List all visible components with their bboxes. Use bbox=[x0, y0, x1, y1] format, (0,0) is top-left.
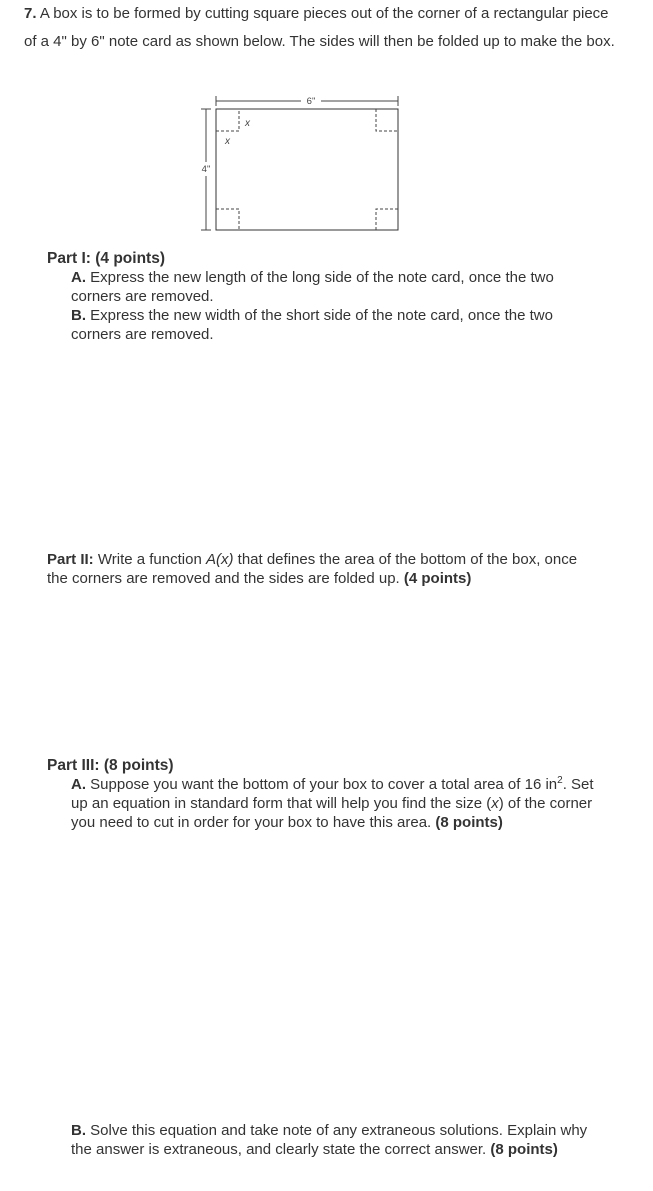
part3-a-text-2: . Set up an equation in standard form that will help you find the size ( bbox=[71, 776, 594, 812]
corner-cut-top-left bbox=[216, 109, 239, 131]
part1-b-text: Express the new width of the short side of the note card, once the two corners are removed. bbox=[71, 307, 553, 343]
four-inch-label: 4" bbox=[201, 164, 211, 175]
part3-a-points: (8 points) bbox=[435, 814, 503, 831]
part3-heading: Part III: (8 points) bbox=[47, 757, 174, 774]
note-card-diagram bbox=[195, 92, 410, 235]
part1-b bbox=[71, 306, 606, 344]
part3-a-text-1: Suppose you want the bottom of your box to cover a total area of 16 in bbox=[90, 776, 558, 793]
part3-b-text: Solve this equation and take note of any extraneous solutions. Explain why the answer is extraneous, and clearly state the correct answer. bbox=[71, 1122, 588, 1158]
part1-a-text: Express the new length of the long side of the note card, once the two corners are removed. bbox=[71, 269, 554, 305]
part2-points: (4 points) bbox=[403, 570, 472, 587]
corner-cut-top-right bbox=[376, 109, 398, 131]
corner-cut-bottom-right bbox=[376, 209, 398, 230]
part1-heading: Part I: (4 points) bbox=[47, 250, 165, 267]
question-text: A box is to be formed by cutting square pieces out of the corner of a rectangular piece of a 4" by 6" note card as shown below. The sides will then be folded up to make the box. bbox=[24, 5, 615, 50]
part2-text-1: Write a function bbox=[97, 551, 202, 568]
corner-cut-bottom-left bbox=[216, 209, 239, 230]
note-card-rect bbox=[216, 109, 398, 230]
question-intro bbox=[24, 0, 624, 56]
x-label-left: x bbox=[225, 136, 230, 147]
part2-function-name: A(x) bbox=[205, 551, 234, 568]
part3-b-points: (8 points) bbox=[490, 1141, 558, 1158]
part3-b-label: B. bbox=[71, 1122, 86, 1139]
part2 bbox=[47, 550, 597, 588]
six-inch-label: 6" bbox=[306, 96, 316, 107]
part3-a-label: A. bbox=[71, 776, 86, 793]
part3-a-variable: x bbox=[491, 795, 499, 812]
part2-label: Part II: bbox=[47, 551, 94, 568]
part3-a-superscript: 2 bbox=[557, 775, 563, 786]
part3-a-text-3: ) of the corner you need to cut in order for your box to have this area. bbox=[71, 795, 593, 831]
part3-b bbox=[71, 1121, 606, 1159]
part1-a-label: A. bbox=[71, 269, 86, 286]
part1-a bbox=[71, 268, 606, 306]
part1-b-label: B. bbox=[71, 307, 86, 324]
part3-a bbox=[71, 775, 606, 832]
x-label-top: x bbox=[245, 118, 250, 129]
part2-text-2: that defines the area of the bottom of the box, once the corners are removed and the sides are folded up. bbox=[47, 551, 578, 587]
question-number: 7. bbox=[24, 5, 37, 22]
